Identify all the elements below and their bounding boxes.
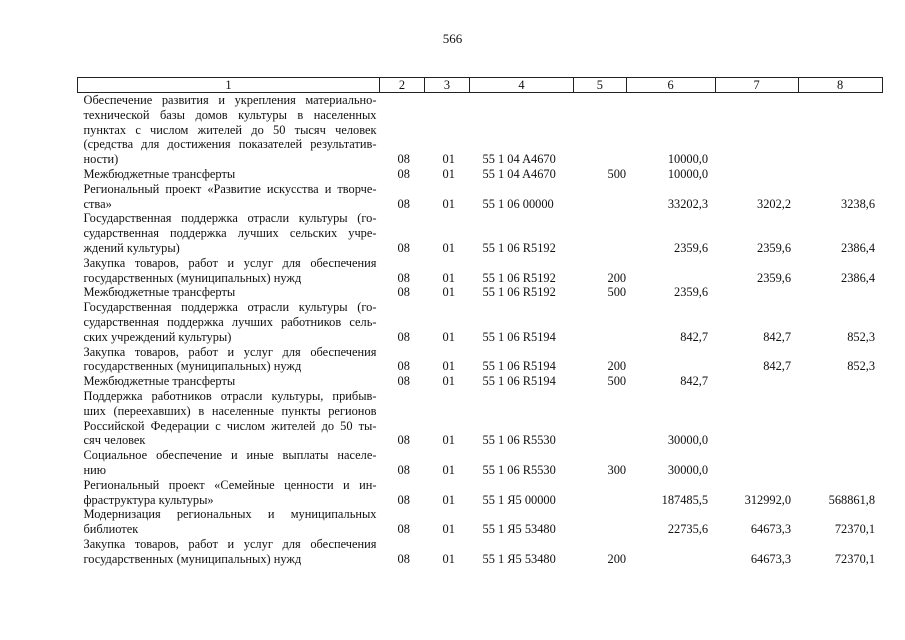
cell-c7: 842,7 bbox=[763, 329, 792, 344]
cell-c2: 08 bbox=[397, 166, 410, 181]
cell-c2: 08 bbox=[397, 270, 410, 285]
row-name-line: Государственная поддержка отрасли культуры (го- bbox=[83, 211, 377, 226]
row-name bbox=[78, 182, 380, 212]
row-name-line: Региональный проект «Развитие искусства и творче- bbox=[83, 181, 377, 196]
cell-c8: 2386,4 bbox=[841, 270, 876, 285]
cell-c3: 01 bbox=[442, 359, 455, 374]
cell-c5 bbox=[574, 478, 627, 508]
cell-c3: 01 bbox=[442, 240, 455, 255]
row-name-line: сударственная поддержка лучших работников сель- bbox=[83, 314, 377, 329]
cell-c2: 08 bbox=[397, 359, 410, 374]
cell-c5: 200 bbox=[607, 551, 627, 566]
row-name bbox=[78, 285, 380, 300]
cell-c4: 55 1 Я5 53480 bbox=[482, 522, 556, 537]
cell-c5 bbox=[574, 507, 627, 537]
cell-c3: 01 bbox=[442, 329, 455, 344]
cell-c2: 08 bbox=[397, 152, 410, 167]
budget-table bbox=[77, 77, 883, 567]
cell-c8: 2386,4 bbox=[841, 240, 876, 255]
row-name-line: библиотек bbox=[83, 522, 139, 537]
cell-c2: 08 bbox=[397, 551, 410, 566]
column-header-5: 5 bbox=[574, 78, 627, 93]
cell-c7: 64673,3 bbox=[750, 522, 792, 537]
cell-c7: 64673,3 bbox=[750, 551, 792, 566]
row-name-line: Модернизация региональных и муниципальных bbox=[83, 507, 377, 522]
cell-c8: 852,3 bbox=[847, 359, 876, 374]
cell-c7 bbox=[715, 448, 798, 478]
row-name-line: Социальное обеспечение и иные выплаты населе- bbox=[83, 448, 377, 463]
cell-c8: 3238,6 bbox=[841, 196, 876, 211]
table-row bbox=[78, 507, 883, 537]
cell-c2: 08 bbox=[397, 329, 410, 344]
column-header-6: 6 bbox=[626, 78, 715, 93]
cell-c5: 500 bbox=[607, 374, 627, 389]
cell-c5 bbox=[574, 211, 627, 255]
cell-c6: 30000,0 bbox=[667, 462, 709, 477]
cell-c2: 08 bbox=[397, 492, 410, 507]
row-name-line: ности) bbox=[83, 152, 119, 167]
row-name-line: Региональный проект «Семейные ценности и ин- bbox=[83, 477, 377, 492]
row-name-line: ших (переехавших) в населенные пункты регионов bbox=[83, 403, 377, 418]
cell-c6: 842,7 bbox=[680, 374, 709, 389]
cell-c4: 55 1 06 R5194 bbox=[482, 359, 556, 374]
cell-c4: 55 1 06 R5530 bbox=[482, 462, 556, 477]
row-name-line: Закупка товаров, работ и услуг для обеспечения bbox=[83, 255, 377, 270]
cell-c4: 55 1 06 R5192 bbox=[482, 240, 556, 255]
row-name-line: ждений культуры) bbox=[83, 240, 180, 255]
row-name bbox=[78, 345, 380, 375]
cell-c7 bbox=[715, 374, 798, 389]
cell-c5: 300 bbox=[607, 462, 627, 477]
row-name-line: Государственная поддержка отрасли культуры (го- bbox=[83, 300, 377, 315]
cell-c6 bbox=[626, 345, 715, 375]
cell-c4: 55 1 06 R5194 bbox=[482, 329, 556, 344]
cell-c3: 01 bbox=[442, 285, 455, 300]
cell-c7: 312992,0 bbox=[744, 492, 792, 507]
row-name-line: пунктах с числом жителей до 50 тысяч человек bbox=[83, 122, 377, 137]
cell-c7 bbox=[715, 167, 798, 182]
cell-c8: 852,3 bbox=[847, 329, 876, 344]
table-row bbox=[78, 285, 883, 300]
cell-c2: 08 bbox=[397, 196, 410, 211]
cell-c3: 01 bbox=[442, 433, 455, 448]
cell-c3: 01 bbox=[442, 492, 455, 507]
table-row bbox=[78, 167, 883, 182]
cell-c7 bbox=[715, 285, 798, 300]
table-row bbox=[78, 300, 883, 344]
cell-c7 bbox=[715, 389, 798, 448]
cell-c4: 55 1 06 00000 bbox=[482, 196, 554, 211]
row-name-line: Закупка товаров, работ и услуг для обеспечения bbox=[83, 344, 377, 359]
row-name bbox=[78, 389, 380, 448]
row-name-line: Межбюджетные трансферты bbox=[83, 285, 236, 300]
cell-c2: 08 bbox=[397, 374, 410, 389]
cell-c6 bbox=[626, 537, 715, 567]
cell-c8 bbox=[798, 167, 882, 182]
cell-c3: 01 bbox=[442, 196, 455, 211]
cell-c4: 55 1 04 A4670 bbox=[482, 152, 556, 167]
table-row bbox=[78, 93, 883, 167]
row-name-line: Межбюджетные трансферты bbox=[83, 166, 236, 181]
cell-c2: 08 bbox=[397, 433, 410, 448]
row-name-line: Межбюджетные трансферты bbox=[83, 374, 236, 389]
cell-c5: 500 bbox=[607, 285, 627, 300]
cell-c8 bbox=[798, 285, 882, 300]
table-row bbox=[78, 211, 883, 255]
column-header-3: 3 bbox=[425, 78, 470, 93]
cell-c3: 01 bbox=[442, 551, 455, 566]
cell-c6: 2359,6 bbox=[674, 240, 709, 255]
row-name-line: сударственная поддержка лучших сельских учре- bbox=[83, 226, 377, 241]
cell-c3: 01 bbox=[442, 166, 455, 181]
table-row bbox=[78, 389, 883, 448]
row-name-line: государственных (муниципальных) нужд bbox=[83, 359, 302, 374]
table-row bbox=[78, 374, 883, 389]
table-row bbox=[78, 478, 883, 508]
cell-c6: 33202,3 bbox=[667, 196, 709, 211]
row-name-line: Обеспечение развития и укрепления материально- bbox=[83, 93, 377, 107]
cell-c8 bbox=[798, 374, 882, 389]
row-name bbox=[78, 211, 380, 255]
table-row bbox=[78, 256, 883, 286]
cell-c3: 01 bbox=[442, 374, 455, 389]
cell-c4: 55 1 06 R5194 bbox=[482, 374, 556, 389]
row-name bbox=[78, 537, 380, 567]
cell-c6: 22735,6 bbox=[667, 522, 709, 537]
cell-c4: 55 1 Я5 00000 bbox=[482, 492, 556, 507]
cell-c3: 01 bbox=[442, 522, 455, 537]
cell-c7: 2359,6 bbox=[757, 240, 792, 255]
column-header-7: 7 bbox=[715, 78, 798, 93]
row-name bbox=[78, 256, 380, 286]
table-row bbox=[78, 182, 883, 212]
row-name-line: нию bbox=[83, 462, 107, 477]
cell-c5 bbox=[574, 300, 627, 344]
cell-c6: 187485,5 bbox=[661, 492, 709, 507]
cell-c3: 01 bbox=[442, 152, 455, 167]
row-name bbox=[78, 300, 380, 344]
row-name-line: ства» bbox=[83, 196, 112, 211]
cell-c8: 72370,1 bbox=[834, 551, 876, 566]
row-name-line: государственных (муниципальных) нужд bbox=[83, 551, 302, 566]
table-row bbox=[78, 537, 883, 567]
cell-c2: 08 bbox=[397, 240, 410, 255]
row-name bbox=[78, 93, 380, 167]
cell-c8 bbox=[798, 448, 882, 478]
cell-c5: 200 bbox=[607, 359, 627, 374]
cell-c3: 01 bbox=[442, 462, 455, 477]
cell-c5 bbox=[574, 389, 627, 448]
cell-c8: 72370,1 bbox=[834, 522, 876, 537]
cell-c6: 842,7 bbox=[680, 329, 709, 344]
cell-c5: 500 bbox=[607, 166, 627, 181]
cell-c4: 55 1 06 R5192 bbox=[482, 270, 556, 285]
cell-c5 bbox=[574, 93, 627, 167]
row-name-line: технической базы домов культуры в населенных bbox=[83, 107, 377, 122]
row-name bbox=[78, 478, 380, 508]
row-name-line: государственных (муниципальных) нужд bbox=[83, 270, 302, 285]
cell-c7: 2359,6 bbox=[757, 270, 792, 285]
row-name-line: Российской Федерации с числом жителей до 50 ты- bbox=[83, 418, 377, 433]
cell-c6: 30000,0 bbox=[667, 433, 709, 448]
cell-c6 bbox=[626, 256, 715, 286]
row-name bbox=[78, 448, 380, 478]
cell-c7: 842,7 bbox=[763, 359, 792, 374]
row-name-line: Поддержка работников отрасли культуры, прибыв- bbox=[83, 388, 377, 403]
cell-c6: 10000,0 bbox=[667, 166, 709, 181]
row-name-line: сяч человек bbox=[83, 433, 146, 448]
row-name-line: фраструктура культуры» bbox=[83, 492, 214, 507]
cell-c4: 55 1 Я5 53480 bbox=[482, 551, 556, 566]
cell-c7: 3202,2 bbox=[757, 196, 792, 211]
column-header-8: 8 bbox=[798, 78, 882, 93]
cell-c7 bbox=[715, 93, 798, 167]
header-row bbox=[78, 78, 883, 93]
cell-c4: 55 1 04 A4670 bbox=[482, 166, 556, 181]
cell-c8: 568861,8 bbox=[828, 492, 876, 507]
page-number: 566 bbox=[442, 31, 463, 46]
cell-c2: 08 bbox=[397, 285, 410, 300]
column-header-1: 1 bbox=[78, 78, 380, 93]
row-name-line: Закупка товаров, работ и услуг для обеспечения bbox=[83, 536, 377, 551]
cell-c5 bbox=[574, 182, 627, 212]
row-name bbox=[78, 507, 380, 537]
cell-c8 bbox=[798, 389, 882, 448]
row-name-line: (средства для достижения показателей результатив- bbox=[83, 137, 377, 152]
cell-c2: 08 bbox=[397, 522, 410, 537]
row-name bbox=[78, 374, 380, 389]
cell-c4: 55 1 06 R5192 bbox=[482, 285, 556, 300]
cell-c6: 10000,0 bbox=[667, 152, 709, 167]
cell-c8 bbox=[798, 93, 882, 167]
column-header-4: 4 bbox=[470, 78, 574, 93]
cell-c3: 01 bbox=[442, 270, 455, 285]
cell-c4: 55 1 06 R5530 bbox=[482, 433, 556, 448]
cell-c2: 08 bbox=[397, 462, 410, 477]
table-row bbox=[78, 448, 883, 478]
cell-c5: 200 bbox=[607, 270, 627, 285]
table-row bbox=[78, 345, 883, 375]
row-name bbox=[78, 167, 380, 182]
cell-c6: 2359,6 bbox=[674, 285, 709, 300]
column-header-2: 2 bbox=[380, 78, 425, 93]
row-name-line: ских учреждений культуры) bbox=[83, 329, 232, 344]
